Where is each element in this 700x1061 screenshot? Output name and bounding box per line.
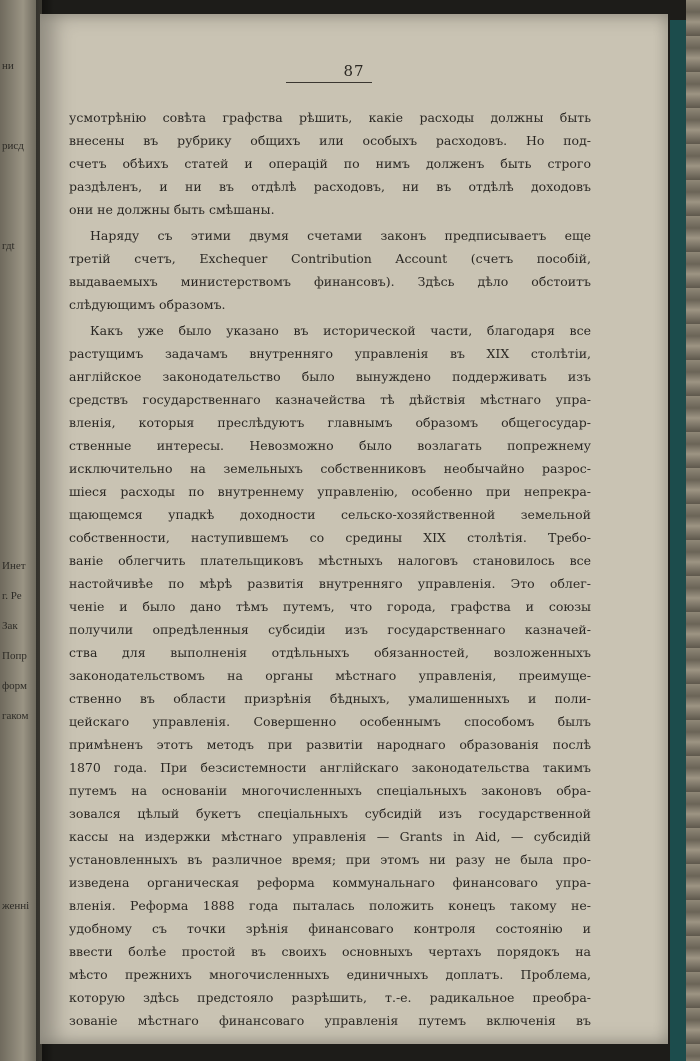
text-line: щающемся упадкѣ доходности сельско-хозяйственной земельной xyxy=(69,507,591,522)
facing-page-fragment: Инет xyxy=(2,560,26,572)
text-line: шіеся расходы по внутреннему управленію, особенно при непрекра- xyxy=(69,484,591,499)
text-line: изведена органическая реформа коммунальнаго финансоваго упра- xyxy=(69,875,591,890)
text-line: ственные интересы. Невозможно было возлагать попрежнему xyxy=(69,438,591,453)
text-line: собственности, наступившемъ со средины XIX столѣтія. Требо- xyxy=(69,530,591,545)
text-line: усмотрѣнію совѣта графства рѣшить, какіе расходы должны быть xyxy=(69,110,591,125)
text-line: получили опредѣленныя субсидіи изъ государственнаго казначей- xyxy=(69,622,591,637)
page-number-rule xyxy=(286,82,372,83)
page-number: 87 xyxy=(343,62,365,80)
text-line: третій счетъ, Exchequer Contribution Account (счетъ пособій, xyxy=(69,251,591,266)
text-line: установленныхъ въ различное время; при этомъ ни разу не была про- xyxy=(69,852,591,867)
text-line: зованіе мѣстнаго финансоваго управленія путемъ включенія въ xyxy=(69,1013,591,1028)
text-line: выдаваемыхъ министерствомъ финансовъ). Здѣсь дѣло обстоитъ xyxy=(69,274,591,289)
text-line: ства для выполненія отдѣльныхъ обязанностей, возложенныхъ xyxy=(69,645,591,660)
facing-page-fragment: Попр xyxy=(2,650,27,662)
facing-page-fragment: гаком xyxy=(2,710,29,722)
text-line: настойчивѣе по мѣрѣ развитія внутренняго управленія. Это облег- xyxy=(69,576,591,591)
text-line: кассы на издержки мѣстнаго управленія — Grants in Aid, — субсидій xyxy=(69,829,591,844)
text-line: раздѣленъ, и ни въ отдѣлѣ расходовъ, ни въ отдѣлѣ доходовъ xyxy=(69,179,591,194)
book-page xyxy=(40,14,668,1044)
stone-surface xyxy=(686,0,700,1061)
facing-page-fragment: ни xyxy=(2,60,14,72)
text-line: примѣненъ этотъ методъ при развитіи народнаго образованія послѣ xyxy=(69,737,591,752)
text-line: удобному съ точки зрѣнія финансоваго контроля состоянію и xyxy=(69,921,591,936)
text-line: вленія. Реформа 1888 года пыталась положить конецъ такому не- xyxy=(69,898,591,913)
text-line: внесены въ рубрику общихъ или особыхъ расходовъ. Но под- xyxy=(69,133,591,148)
text-line: Какъ уже было указано въ исторической части, благодаря все xyxy=(90,323,591,338)
text-line: которую здѣсь предстояло разрѣшить, т.-е. радикальное преобра- xyxy=(69,990,591,1005)
text-line: средствъ государственнаго казначейства тѣ дѣйствія мѣстнаго упра- xyxy=(69,392,591,407)
facing-page-fragment: Зак xyxy=(2,620,18,632)
text-line: 1870 года. При безсистемности англійскаго законодательства такимъ xyxy=(69,760,591,775)
text-line: вленія, которыя преслѣдуютъ главнымъ образомъ общегосудар- xyxy=(69,415,591,430)
text-line: исключительно на земельныхъ собственниковъ необычайно разрос- xyxy=(69,461,591,476)
facing-page-fragment: женні xyxy=(2,900,30,912)
facing-page-fragment: г. Ре xyxy=(2,590,22,602)
text-line: зовался цѣлый букетъ спеціальныхъ субсидій изъ государственной xyxy=(69,806,591,821)
text-line: они не должны быть смѣшаны. xyxy=(69,202,275,217)
facing-page-fragment: форм xyxy=(2,680,27,692)
text-line: ввести болѣе простой въ своихъ основныхъ чертахъ порядокъ на xyxy=(69,944,591,959)
text-line: цейскаго управленія. Совершенно особеннымъ способомъ былъ xyxy=(69,714,591,729)
text-line: ченіе и было дано тѣмъ путемъ, что города, графства и союзы xyxy=(69,599,591,614)
text-line: мѣсто прежнихъ многочисленныхъ единичныхъ доплатъ. Проблема, xyxy=(69,967,591,982)
text-line: ваніе облегчить плательщиковъ мѣстныхъ налоговъ становилось все xyxy=(69,553,591,568)
text-line: слѣдующимъ образомъ. xyxy=(69,297,226,312)
text-line: Наряду съ этими двумя счетами законъ предписываетъ еще xyxy=(90,228,591,243)
facing-page-fragment: гдt xyxy=(2,240,15,252)
facing-page-fragment: рисд xyxy=(2,140,24,152)
text-line: путемъ на основаніи многочисленныхъ спеціальныхъ законовъ обра- xyxy=(69,783,591,798)
text-line: ственно въ области призрѣнія бѣдныхъ, умалишенныхъ и поли- xyxy=(69,691,591,706)
text-line: растущимъ задачамъ внутренняго управленія въ XIX столѣтіи, xyxy=(69,346,591,361)
text-line: счетъ обѣихъ статей и операцій по нимъ долженъ быть строго xyxy=(69,156,591,171)
text-line: законодательствомъ на органы мѣстнаго управленія, преимуще- xyxy=(69,668,591,683)
text-line: англійское законодательство было вынуждено поддерживать изъ xyxy=(69,369,591,384)
